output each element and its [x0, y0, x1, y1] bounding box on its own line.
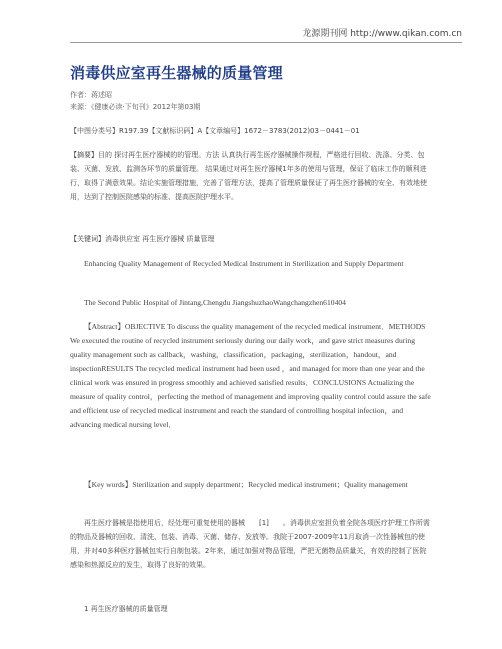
abstract-en: [70, 320, 432, 432]
abstract-en-label: 【Abstract】: [84, 322, 125, 331]
header-divider: [70, 42, 462, 43]
abstract-cn: [70, 148, 432, 204]
site-header[interactable]: 龙源期刊网 http://www.qikan.com.cn: [302, 29, 462, 39]
english-affiliation: The Second Public Hospital of Jintang,Chengdu JiangshuzhaoWangchangzhen610404: [84, 298, 346, 307]
body-paragraph: 再生医疗器械是指使用后，经处理可重复使用的器械 [1] 。消毒供应室担负着全院各项医疗护理工作所需的物品及器械的回收、清洗、包装、消毒、灭菌、储存、发放等。我院于2007-2009年11月取消一次性器械包的使用，并对40多种医疗器械包实行自制包装。2年来，通过加强对物品管理，严把无菌物品质量关，有效的控制了医院感染和热源反应的发生，取得了良好的效果。: [70, 519, 430, 569]
abstract-cn-text: 目的 探讨再生医疗器械的的管理。方法 认真执行再生医疗器械操作规程，严格进行回收、洗涤、分类、包装、灭菌、发放、监测各环节的质量管理。 结果通过对再生医疗器械1年多的使用与管理，保证了临床工作的顺利进行，取得了满意效果。结论实施管理措施，完善了管理方法，提高了管理质量保证了再生医疗器械的安全、有效地使用，达到了控制医院感染的标准、提高医院护理水平。: [70, 151, 427, 201]
keywords-cn-label: 【关键词】: [70, 235, 105, 243]
keywords-cn-text: 消毒供应室 再生医疗器械 质量管理: [105, 235, 215, 243]
keywords-en-text: Sterilization and supply department；Recycled medical instrument；Quality management: [132, 480, 408, 489]
abstract-en-text: OBJECTIVE To discuss the quality management of the recycled medical instrument．METHODS We executed the routine of recycled instrument seriously during our daily work，and gave strict measures during quality management such as callback，washing，classification，packaging，sterilization，handout，and inspectionRESULTS The recycled medical instrument had been used ，and managed for more than one year and the clinical work was ensured in progress smoothly and achieved satisfied results．CONCLUSIONS Actualizing the measure of quality control，perfecting the method of management and improving quality control could assure the safe and efficient use of recycled medical instrument and reach the standard of controlling hospital infection，and advancing medical nursing level．: [70, 322, 431, 429]
keywords-en-label: 【Key words】: [84, 480, 133, 489]
english-title: Enhancing Quality Management of Recycled Medical Instrument in Sterilization and Supply Department: [84, 259, 404, 268]
abstract-cn-label: 【摘要】: [70, 151, 98, 159]
classification-line: 【中图分类号】R197.39【文献标识码】A【文章编号】1672－3783(2012)03－0441－01: [70, 127, 360, 135]
section-heading: 1 再生医疗器械的质量管理: [84, 605, 168, 613]
source-line: 来源：《健康必读·下旬刊》2012年第03期: [70, 103, 201, 111]
article-title: 消毒供应室再生器械的质量管理: [70, 64, 283, 82]
author-line: 作者：蒋述昭: [70, 91, 112, 99]
keywords-cn: [70, 232, 432, 246]
keywords-en: [70, 478, 432, 492]
